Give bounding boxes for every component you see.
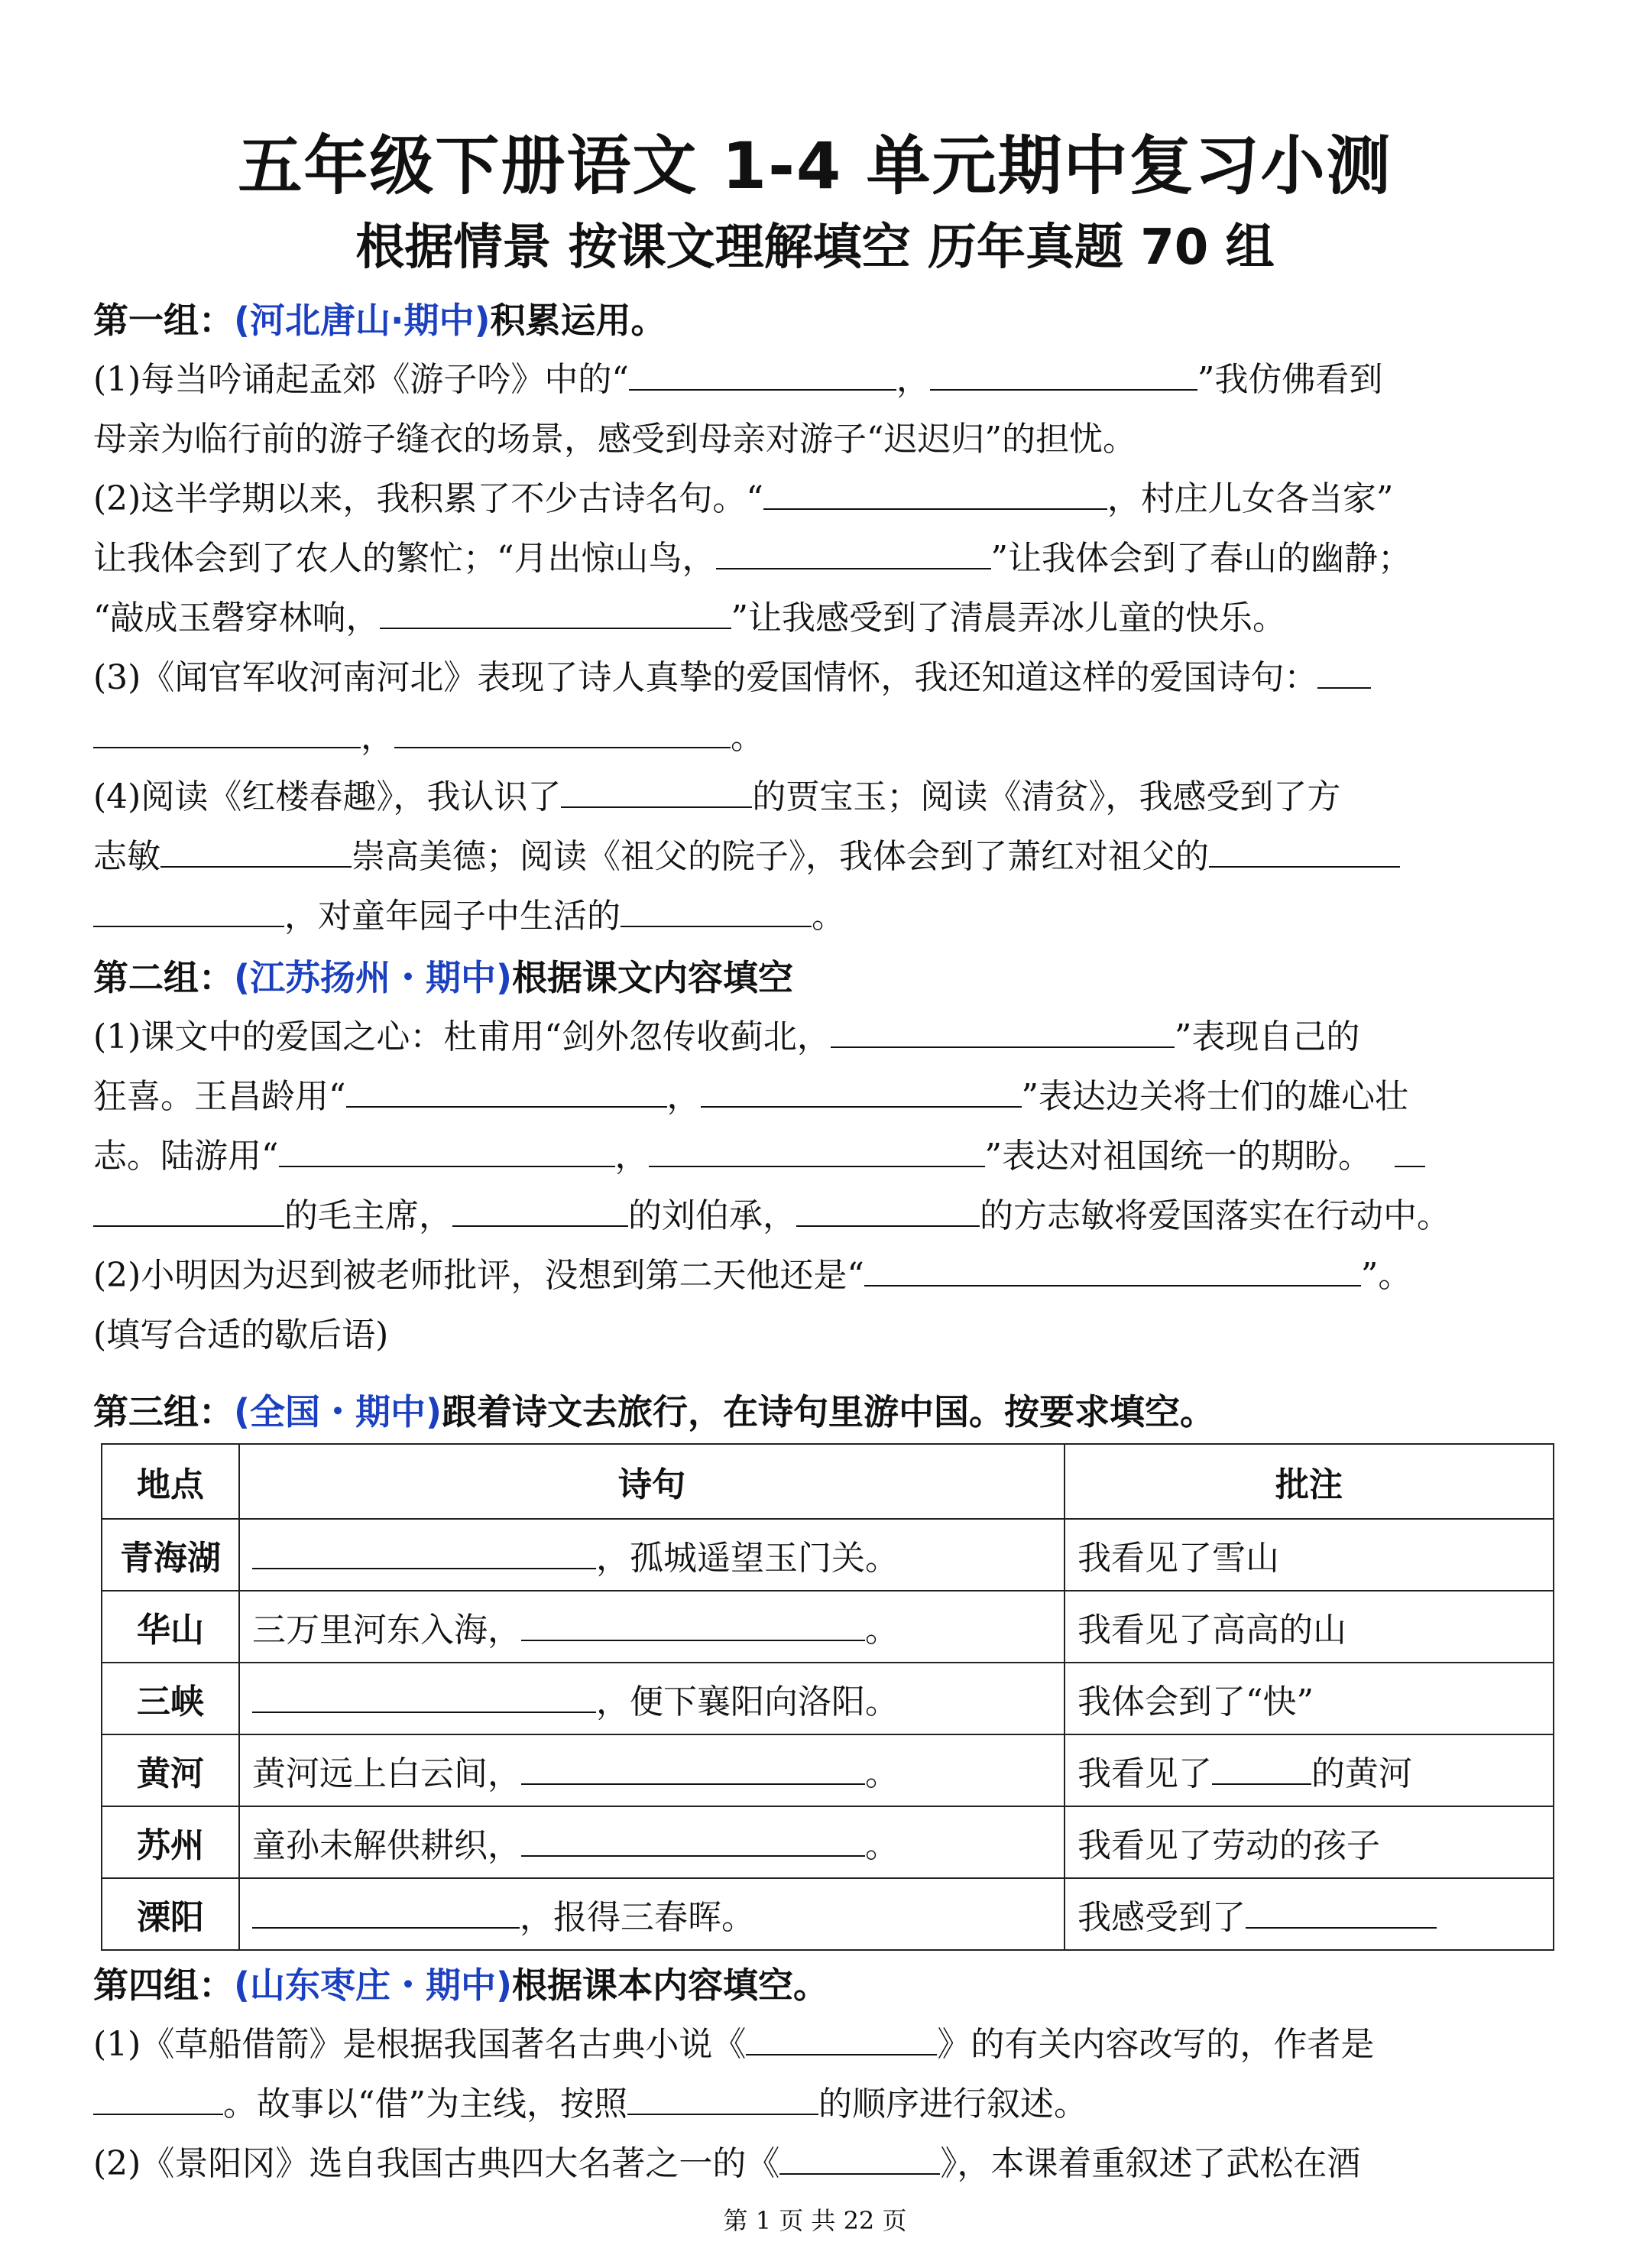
answer-blank[interactable] xyxy=(452,1195,628,1227)
group-source: (山东枣庄・期中) xyxy=(234,1965,513,2006)
question-line xyxy=(93,887,1545,946)
question-line xyxy=(93,350,1545,410)
question-text: ”我仿佛看到 xyxy=(1197,360,1383,399)
group-2-heading xyxy=(93,948,1545,1007)
place-cell: 溧阳 xyxy=(102,1878,239,1950)
verse-cell xyxy=(239,1591,1065,1663)
question-text: (2)小明因为迟到被老师批评，没想到第二天他还是“ xyxy=(93,1256,864,1295)
group-label: 第二组： xyxy=(93,957,234,998)
answer-blank[interactable] xyxy=(763,478,1107,510)
group-source: (全国・期中) xyxy=(234,1391,442,1433)
group-label: 第三组： xyxy=(93,1391,234,1433)
question-text: 的方志敏将爱国落实在行动中。 xyxy=(980,1196,1450,1235)
verse-text: ，孤城遥望玉门关。 xyxy=(596,1539,899,1578)
answer-blank[interactable] xyxy=(521,1609,865,1641)
answer-blank[interactable] xyxy=(629,359,896,391)
question-text: 的刘伯承， xyxy=(628,1196,796,1235)
verse-cell xyxy=(239,1519,1065,1591)
verse-text: 童孙未解供耕织， xyxy=(252,1826,521,1865)
question-text: ”让我感受到了清晨弄冰儿童的快乐。 xyxy=(731,599,1286,638)
question-text: “敲成玉磬穿林响， xyxy=(93,599,380,638)
answer-blank[interactable] xyxy=(627,2083,818,2115)
note-cell xyxy=(1065,1591,1554,1663)
question-line xyxy=(93,1186,1545,1246)
question-line xyxy=(93,529,1545,589)
table-row xyxy=(102,1878,1554,1950)
question-text: ”表现自己的 xyxy=(1174,1017,1360,1056)
answer-blank[interactable] xyxy=(93,716,361,748)
group-source: (河北唐山·期中) xyxy=(234,300,491,341)
question-line xyxy=(93,1127,1545,1186)
question-text: (2)《景阳冈》选自我国古典四大名著之一的《 xyxy=(93,2144,780,2183)
question-text: 让我体会到了农人的繁忙；“月出惊山鸟， xyxy=(93,539,716,578)
verse-cell xyxy=(239,1734,1065,1806)
group-task: 积累运用。 xyxy=(490,300,666,341)
place-cell: 华山 xyxy=(102,1591,239,1663)
question-text: (2)这半学期以来，我积累了不少古诗名句。“ xyxy=(93,479,763,518)
answer-blank[interactable] xyxy=(521,1753,865,1785)
question-line xyxy=(93,2134,1545,2194)
page-footer: 第 1 页 共 22 页 xyxy=(723,2206,907,2235)
answer-blank[interactable] xyxy=(521,1825,865,1857)
table-row xyxy=(102,1519,1554,1591)
table-row xyxy=(102,1663,1554,1734)
table-row xyxy=(102,1806,1554,1878)
group-3 xyxy=(93,1382,1545,1442)
question-text: ”让我体会到了春山的幽静； xyxy=(990,539,1411,578)
question-text: 的贾宝玉；阅读《清贫》，我感受到了方 xyxy=(752,777,1341,816)
question-text: (3)《闻官军收河南河北》表现了诗人真挚的爱国情怀，我还知道这样的爱国诗句： xyxy=(93,658,1318,697)
question-text: 。故事以“借”为主线，按照 xyxy=(223,2085,627,2124)
answer-blank[interactable] xyxy=(864,1254,1361,1286)
question-text: ， xyxy=(666,1077,701,1116)
question-line xyxy=(93,2015,1545,2075)
verse-text: ，报得三春晖。 xyxy=(520,1898,755,1937)
note-cell xyxy=(1065,1734,1554,1806)
page-title: 五年级下册语文 1-4 单元期中复习小测 xyxy=(238,128,1392,203)
question-text: ”表达边关将士们的雄心壮 xyxy=(1021,1077,1408,1116)
answer-blank[interactable] xyxy=(252,1681,596,1713)
question-text: 志。陆游用“ xyxy=(93,1137,279,1176)
question-text: 》，本课着重叙述了武松在酒 xyxy=(940,2144,1361,2183)
group-3-heading xyxy=(93,1382,1545,1442)
question-text: ， xyxy=(614,1137,649,1176)
verse-text: 三万里河东入海， xyxy=(252,1611,521,1650)
answer-blank[interactable] xyxy=(394,716,731,748)
note-text: 我看见了高高的山 xyxy=(1077,1611,1346,1650)
answer-blank[interactable] xyxy=(779,2143,940,2175)
question-text: ，村庄儿女各当家” xyxy=(1107,479,1394,518)
group-1-heading xyxy=(93,290,1545,350)
answer-blank[interactable] xyxy=(93,895,284,927)
verse-text: 。 xyxy=(865,1754,899,1793)
question-line xyxy=(93,708,1545,767)
column-header: 诗句 xyxy=(239,1444,1065,1519)
answer-blank[interactable] xyxy=(279,1135,615,1167)
answer-blank[interactable] xyxy=(746,2023,937,2055)
question-text: ”表达对祖国统一的期盼。 xyxy=(984,1137,1372,1176)
question-line xyxy=(93,767,1545,827)
question-line xyxy=(93,648,1545,708)
question-line xyxy=(93,827,1545,887)
group-4-heading xyxy=(93,1955,1545,2015)
place-cell: 青海湖 xyxy=(102,1519,239,1591)
question-line xyxy=(93,1007,1545,1067)
question-text: (4)阅读《红楼春趣》，我认识了 xyxy=(93,777,562,816)
place-cell: 三峡 xyxy=(102,1663,239,1734)
poem-travel-table xyxy=(101,1443,1554,1951)
answer-blank[interactable] xyxy=(561,776,752,808)
question-text: 志敏 xyxy=(93,837,160,876)
group-task: 根据课本内容填空。 xyxy=(512,1965,829,2006)
answer-blank[interactable] xyxy=(1209,835,1400,868)
question-text: 。 xyxy=(812,897,845,936)
question-line xyxy=(93,2075,1545,2134)
question-line xyxy=(93,410,1545,469)
table-row xyxy=(102,1591,1554,1663)
answer-blank[interactable] xyxy=(380,597,731,629)
note-text: 的黄河 xyxy=(1311,1754,1412,1793)
question-text: 的毛主席， xyxy=(284,1196,452,1235)
group-2 xyxy=(93,948,1545,1365)
note-cell xyxy=(1065,1878,1554,1950)
question-text: ，对童年园子中生活的 xyxy=(284,897,621,936)
question-line xyxy=(93,1306,1545,1365)
answer-blank[interactable] xyxy=(796,1195,980,1227)
answer-blank[interactable] xyxy=(1317,657,1371,689)
question-text: (填写合适的歇后语) xyxy=(93,1316,389,1355)
verse-text: 。 xyxy=(865,1611,899,1650)
page-subtitle: 根据情景 按课文理解填空 历年真题 70 组 xyxy=(355,219,1275,276)
note-cell xyxy=(1065,1663,1554,1734)
question-text: 母亲为临行前的游子缝衣的场景，感受到母亲对游子“迟迟归”的担忧。 xyxy=(93,420,1136,459)
note-text: 我看见了劳动的孩子 xyxy=(1077,1826,1380,1865)
verse-cell xyxy=(239,1878,1065,1950)
verse-text: 黄河远上白云间， xyxy=(252,1754,521,1793)
answer-blank[interactable] xyxy=(93,1195,284,1227)
answer-blank[interactable] xyxy=(649,1135,985,1167)
answer-blank[interactable] xyxy=(93,2083,223,2115)
group-task: 根据课文内容填空 xyxy=(512,957,794,998)
group-4 xyxy=(93,1955,1545,2194)
group-1 xyxy=(93,290,1545,946)
answer-blank[interactable] xyxy=(701,1076,1022,1108)
question-text: 。 xyxy=(731,718,764,757)
place-cell: 黄河 xyxy=(102,1734,239,1806)
verse-text: 。 xyxy=(865,1826,899,1865)
answer-blank[interactable] xyxy=(346,1076,667,1108)
verse-cell xyxy=(239,1806,1065,1878)
question-text: ， xyxy=(361,718,394,757)
column-header: 批注 xyxy=(1065,1444,1554,1519)
table-row xyxy=(102,1734,1554,1806)
answer-blank[interactable] xyxy=(252,1896,520,1929)
question-text: (1)《草船借箭》是根据我国著名古典小说《 xyxy=(93,2025,747,2064)
question-text: (1)每当吟诵起孟郊《游子吟》中的“ xyxy=(93,360,629,399)
group-label: 第一组： xyxy=(93,300,234,341)
group-source: (江苏扬州・期中) xyxy=(234,957,513,998)
question-text: 崇高美德；阅读《祖父的院子》，我体会到了萧红对祖父的 xyxy=(352,837,1209,876)
question-line xyxy=(93,469,1545,529)
answer-blank[interactable] xyxy=(621,895,812,927)
question-text: ”。 xyxy=(1360,1256,1412,1295)
note-cell xyxy=(1065,1806,1554,1878)
verse-text: ，便下襄阳向洛阳。 xyxy=(596,1682,899,1721)
column-header: 地点 xyxy=(102,1444,239,1519)
verse-cell xyxy=(239,1663,1065,1734)
question-text: (1)课文中的爱国之心：杜甫用“剑外忽传收蓟北， xyxy=(93,1017,831,1056)
group-task: 跟着诗文去旅行，在诗句里游中国。按要求填空。 xyxy=(442,1391,1216,1433)
question-text: 》的有关内容改写的，作者是 xyxy=(937,2025,1375,2064)
answer-blank[interactable] xyxy=(716,537,991,569)
group-label: 第四组： xyxy=(93,1965,234,2006)
answer-blank[interactable] xyxy=(930,359,1197,391)
note-text: 我感受到了 xyxy=(1077,1898,1246,1937)
question-text: ， xyxy=(896,360,930,399)
question-line xyxy=(93,1067,1545,1127)
question-line xyxy=(93,1246,1545,1306)
answer-blank[interactable] xyxy=(1246,1896,1437,1929)
table-header-row xyxy=(102,1444,1554,1519)
answer-blank[interactable] xyxy=(831,1016,1175,1048)
answer-blank[interactable] xyxy=(252,1537,596,1569)
place-cell: 苏州 xyxy=(102,1806,239,1878)
answer-blank[interactable] xyxy=(1395,1135,1425,1167)
question-text: 狂喜。王昌龄用“ xyxy=(93,1077,346,1116)
question-text: 的顺序进行叙述。 xyxy=(818,2085,1087,2124)
note-text: 我看见了 xyxy=(1077,1754,1212,1793)
answer-blank[interactable] xyxy=(1212,1753,1311,1785)
note-cell xyxy=(1065,1519,1554,1591)
answer-blank[interactable] xyxy=(160,835,352,868)
note-text: 我看见了雪山 xyxy=(1077,1539,1279,1578)
question-line xyxy=(93,589,1545,648)
note-text: 我体会到了“快” xyxy=(1077,1682,1314,1721)
